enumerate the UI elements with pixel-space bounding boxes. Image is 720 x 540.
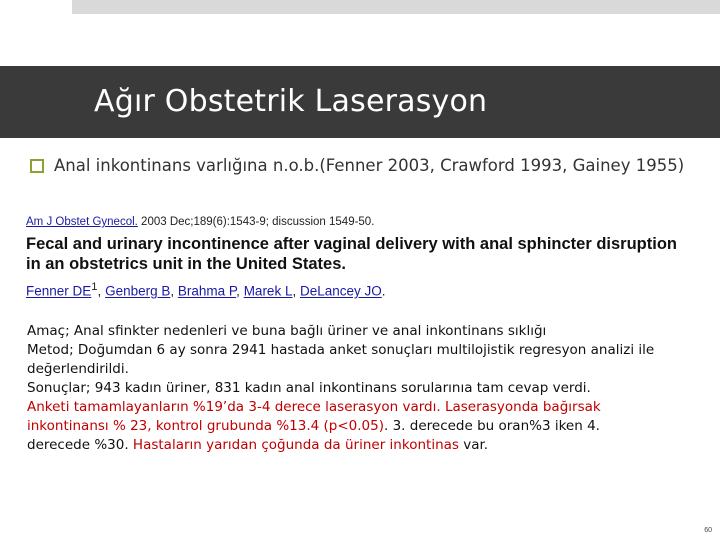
author-link[interactable]: Fenner DE (26, 283, 92, 299)
author-link[interactable]: DeLancey JO (299, 283, 382, 299)
amac-text: Anal sfinkter nedenleri ve buna bağlı üriner ve anal inkontinans sıklığı (69, 323, 547, 339)
page-number: 60 (704, 527, 712, 534)
bullet-text: Anal inkontinans varlığına n.o.b.(Fenner 2003, Crawford 1993, Gainey 1955) (54, 156, 685, 175)
author-link[interactable]: Marek L (243, 283, 293, 299)
abstract-summary (27, 322, 667, 455)
results-red-1: Anketi tamamlayanların %19’da 3-4 derece laserasyon vardı. Laserasyonda bağırsak inkontinansı % 23, kontrol grubunda %13.4 (p<0.05) (27, 399, 601, 434)
citation-details: 2003 Dec;189(6):1543-9; discussion 1549-50. (137, 216, 375, 228)
metod-label: Metod; (27, 342, 74, 358)
slide-title: Ağır Obstetrik Laserasyon (94, 84, 488, 119)
results-red-2: Hastaların yarıdan çoğunda da üriner inkontinas (132, 437, 459, 453)
metod-line (27, 341, 667, 379)
citation-source (26, 216, 686, 228)
top-decor-strip (72, 0, 720, 14)
author-sup: 1 (91, 281, 98, 293)
amac-line (27, 322, 667, 341)
sonuc-text: 943 kadın üriner, 831 kadın anal inkontinans sorularınıa tam cevap verdi. (90, 380, 591, 396)
results-line (27, 398, 667, 455)
checkbox-bullet-icon (30, 159, 44, 173)
journal-link[interactable]: Am J Obstet Gynecol. (26, 216, 138, 228)
author-link[interactable]: Brahma P (177, 283, 237, 299)
author-link[interactable]: Genberg B (105, 283, 171, 299)
results-black-2: var. (458, 437, 489, 453)
amac-label: Amaç; (27, 323, 70, 339)
citation-authors: Fenner $DE^1$, Genberg B, Brahma P, Marek L, DeLancey JO. (26, 281, 386, 299)
results-black-1: . 3. derecede bu oran%3 iken 4. derecede %30. (27, 418, 600, 453)
metod-text: Doğumdan 6 ay sonra 2941 hastada anket sonuçları multilojistik regresyon analizi ile değerlendirildi. (27, 342, 655, 377)
citation-title: Fecal and urinary incontinence after vaginal delivery with anal sphincter disruption in an obstetrics unit in the United States. (26, 235, 677, 273)
sonuc-line (27, 379, 667, 398)
bullet-row (30, 156, 710, 175)
citation-block (26, 216, 686, 299)
sonuc-label: Sonuçlar; (27, 380, 91, 396)
